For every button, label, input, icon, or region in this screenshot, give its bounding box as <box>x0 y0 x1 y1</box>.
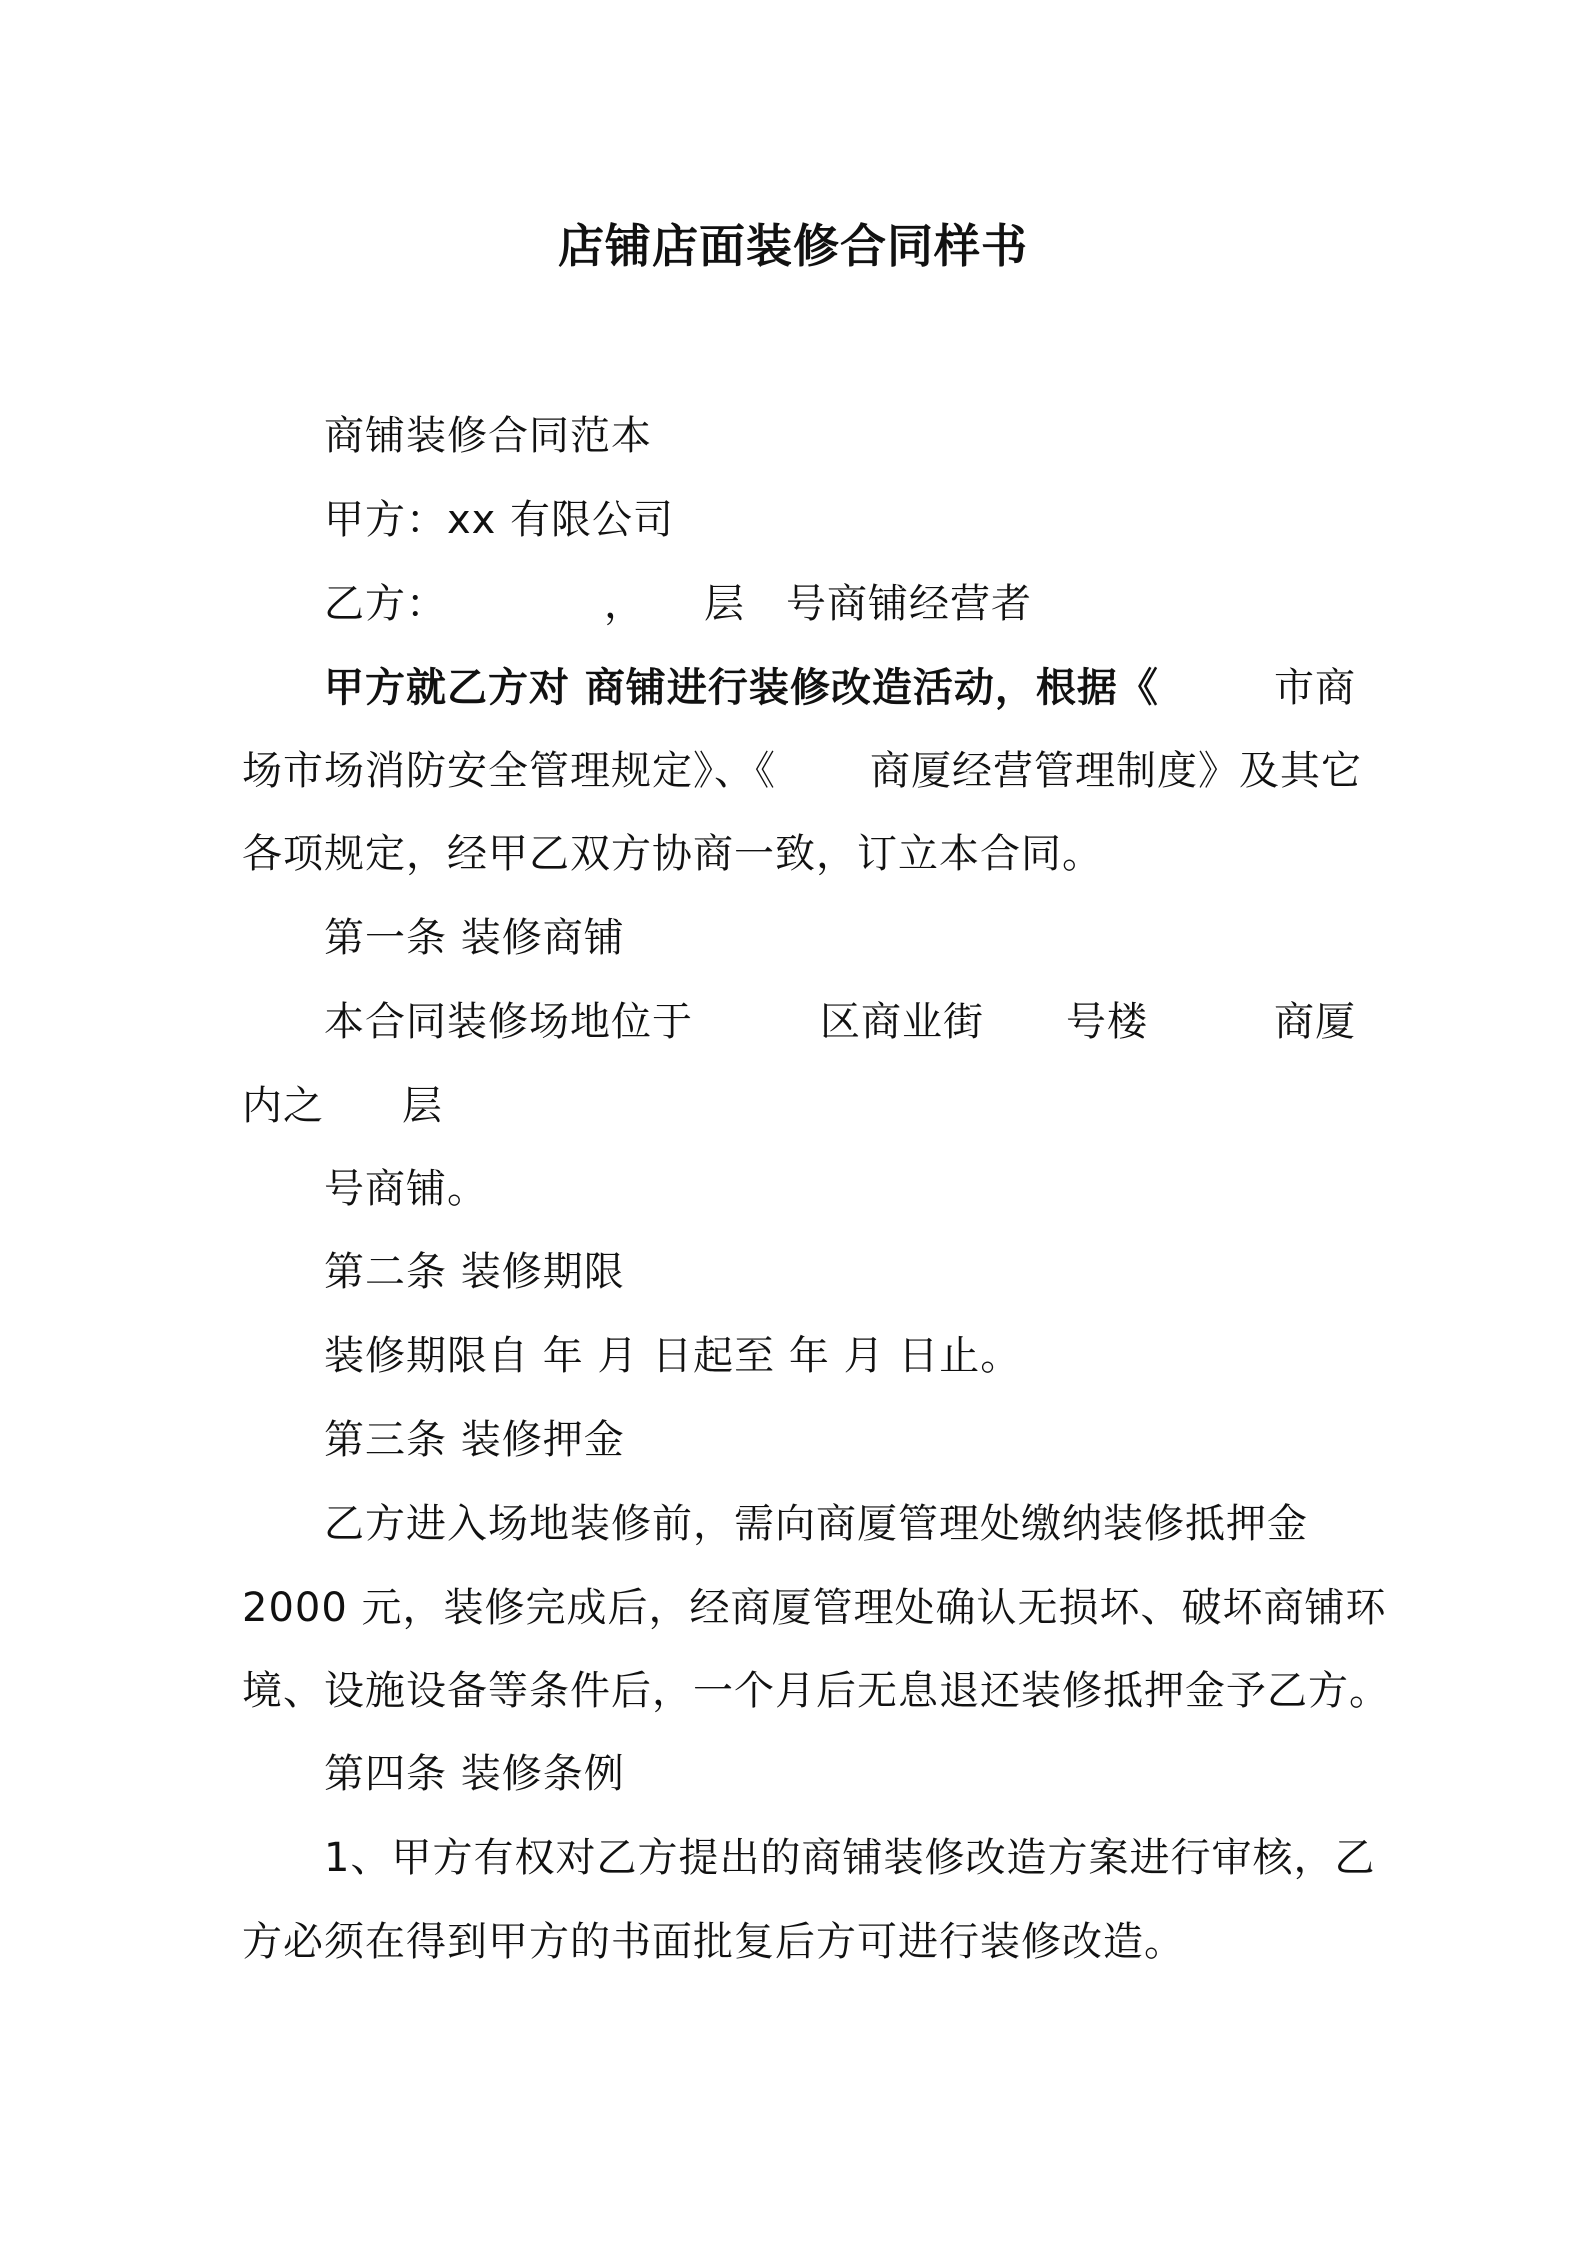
preamble-line-2 <box>0 743 1586 799</box>
party-b-line <box>0 576 1586 632</box>
article-3-heading: 第三条 装修押金 <box>324 1417 625 1463</box>
party-b-label: 乙方： <box>324 581 447 627</box>
article-2-text: 装修期限自 年 月 日起至 年 月 日止。 <box>324 1333 1022 1379</box>
article-1-line-2 <box>0 1078 1586 1134</box>
preamble-text-2b: 商厦经营管理制度》及其它 <box>870 748 1362 794</box>
article-3-line-1: 乙方进入场地装修前，需向商厦管理处缴纳装修抵押金 <box>324 1501 1308 1547</box>
preamble-line-1 <box>0 660 1586 716</box>
party-b-floor: 层 <box>704 581 745 627</box>
article-1-text-c: 号楼 <box>1066 999 1148 1045</box>
party-a-line: 甲方：xx 有限公司 <box>324 497 675 543</box>
preamble-text-1b: 市商 <box>1274 665 1356 711</box>
article-3-line-3: 境、设施设备等条件后，一个月后无息退还装修抵押金予乙方。 <box>242 1668 1390 1714</box>
article-1-line-3: 号商铺。 <box>324 1166 488 1212</box>
party-b-comma: ， <box>604 581 645 627</box>
article-1-text-e: 内之 <box>242 1083 324 1129</box>
article-1-heading: 第一条 装修商铺 <box>324 915 625 961</box>
article-4-item-1-line-1: 1、甲方有权对乙方提出的商铺装修改造方案进行审核，乙 <box>324 1835 1376 1881</box>
article-1-text-f: 层 <box>402 1083 443 1129</box>
document-title: 店铺店面装修合同样书 <box>558 219 1028 273</box>
preamble-text-1a: 甲方就乙方对 商铺进行装修改造活动，根据《 <box>324 665 1159 711</box>
preamble-text-2a: 场市场消防安全管理规定》、《 <box>242 748 776 794</box>
article-1-text-b: 区商业街 <box>820 999 984 1045</box>
article-2-heading: 第二条 装修期限 <box>324 1249 625 1295</box>
article-4-heading: 第四条 装修条例 <box>324 1751 625 1797</box>
contract-subtitle: 商铺装修合同范本 <box>324 413 652 459</box>
party-b-shop: 号商铺经营者 <box>786 581 1032 627</box>
preamble-line-3: 各项规定，经甲乙双方协商一致，订立本合同。 <box>242 831 1103 877</box>
article-1-text-a: 本合同装修场地位于 <box>324 999 693 1045</box>
article-1-line-1 <box>0 994 1586 1050</box>
article-4-item-1-line-2: 方必须在得到甲方的书面批复后方可进行装修改造。 <box>242 1919 1185 1965</box>
article-3-line-2: 2000 元，装修完成后，经商厦管理处确认无损坏、破坏商铺环 <box>242 1585 1387 1631</box>
article-1-text-d: 商厦 <box>1274 999 1356 1045</box>
